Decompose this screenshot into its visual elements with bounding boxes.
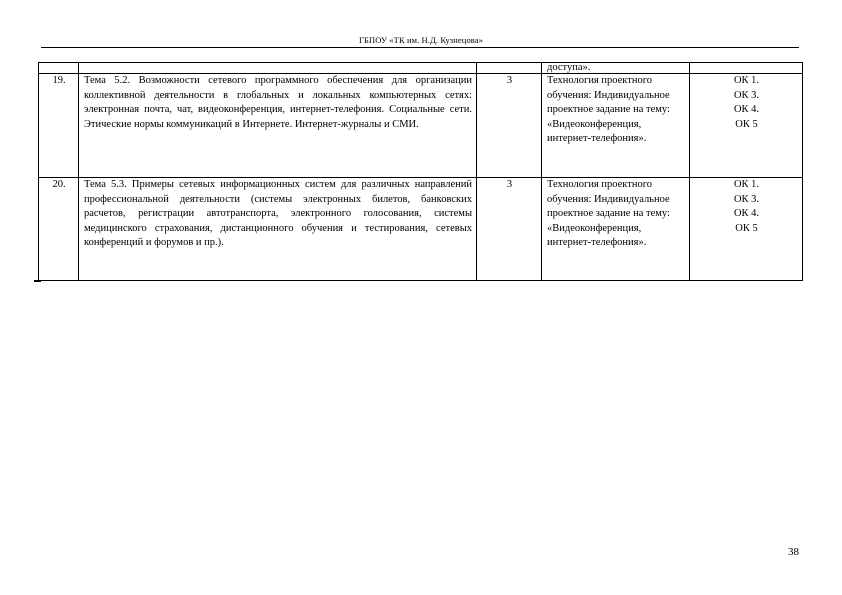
topic-text: Тема 5.2. Возможности сетевого программного обеспечения для организации коллективной деятельности в глобальных и локальных компьютерных сетях: электронная почта, чат, видеоконференция, интернет-телефония. Социальные сети. Этические нормы коммуникаций в Интернете. Интернет-журналы и СМИ. [79,74,477,178]
table-row [39,74,803,178]
competencies-list [690,74,803,178]
method-cell [542,63,690,74]
hours-value: 3 [477,178,542,281]
lesson-plan-table [38,62,803,281]
competency-code: ОК 4. [733,208,760,220]
method-text: доступа». [547,62,591,73]
table-row-continuation [39,63,803,74]
competency-code: ОК 5 [735,118,758,130]
page-number: 38 [788,546,799,558]
competencies-cell [690,63,803,74]
header-divider [41,47,799,48]
competency-code: ОК 4. [733,104,760,116]
competency-code: ОК 1. [733,75,760,86]
competency-code: ОК 1. [733,179,760,190]
competency-code: ОК 5 [735,222,758,234]
competencies-list [690,178,803,281]
page-header: ГБПОУ «ТК им. Н.Д. Кузнецова» [358,35,484,45]
number-cell [39,63,79,74]
row-number: 19. [39,74,79,178]
competency-code: ОК 3. [733,193,760,205]
row-number: 20. [39,178,79,281]
hours-cell [477,63,542,74]
teaching-method: Технология проектного обучения: Индивидуальное проектное задание на тему: «Видеоконференция, интернет-телефония». [542,74,690,178]
competency-code: ОК 3. [733,89,760,101]
hours-value: 3 [477,74,542,178]
topic-cell [79,63,477,74]
table-row [39,178,803,281]
teaching-method: Технология проектного обучения: Индивидуальное проектное задание на тему: «Видеоконференция, интернет-телефония». [542,178,690,281]
table-edge-mark [34,280,41,282]
topic-text: Тема 5.3. Примеры сетевых информационных систем для различных направлений профессиональной деятельности (системы электронных билетов, банковских расчетов, регистрации автотранспорта, электронного голосования, системы медицинского страхования, дистанционного обучения и тестирования, сетевых конференций и форумов и пр.). [79,178,477,281]
